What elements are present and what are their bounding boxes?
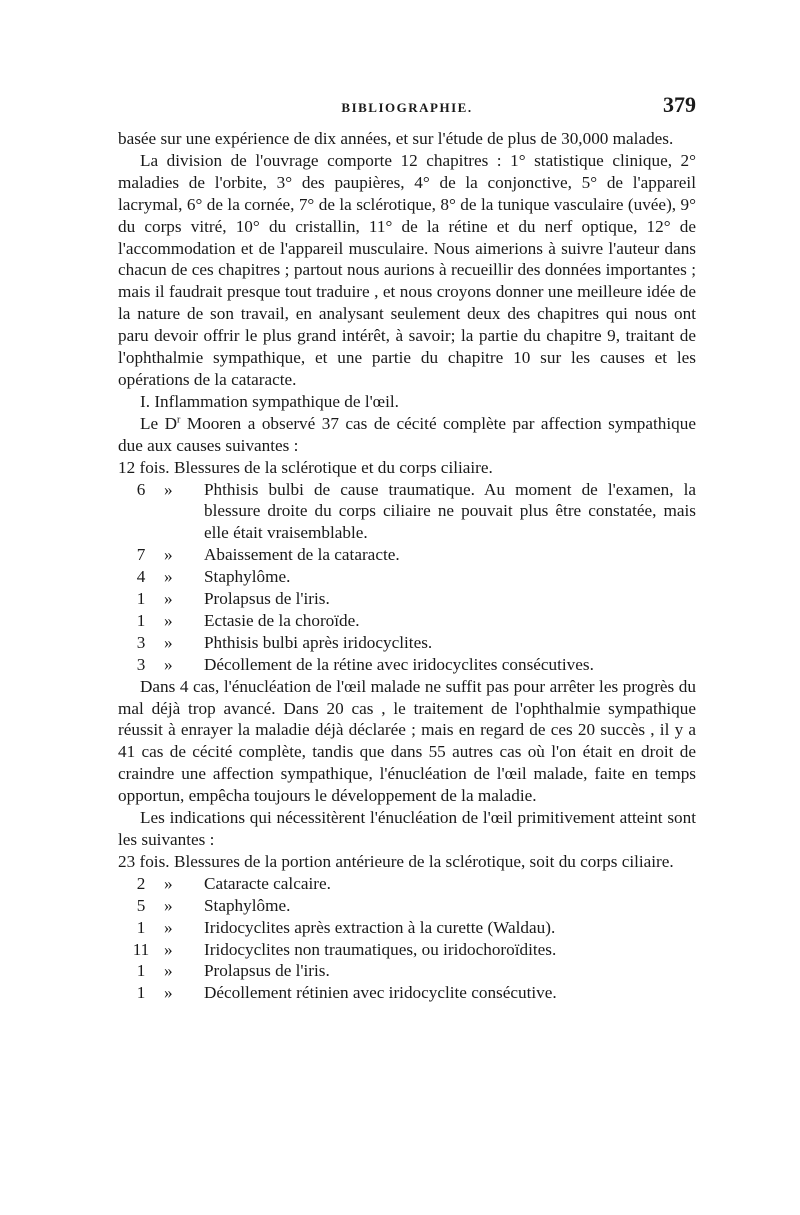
list-item xyxy=(118,544,696,566)
item-count: 6 xyxy=(136,479,146,499)
text-segment: Mooren a observé 37 cas de cécité complète par affection sympathique due aux causes suivantes : xyxy=(118,413,696,455)
item-count: 2 xyxy=(136,873,146,893)
paragraph-division: La division de l'ouvrage comporte 12 chapitres : 1° statistique clinique, 2° maladies de l'orbite, 3° des paupières, 4° de la conjonctive, 5° de l'appareil lacrymal, 6° de la cornée, 7° de la sclérotique, 8° de la tunique vasculaire (uvée), 9° du corps vitré, 10° du cristallin, 11° de la rétine et du nerf optique, 12° de l'accommodation et de l'appareil musculaire. Nous aimerions à suivre l'auteur dans chacun de ces chapitres ; partout nous aurions à recueillir des données importantes ; mais il faudrait presque tout traduire , et nous croyons donner une meilleure idée de la nature de son travail, en analysant seulement deux des chapitres qui nous ont paru devoir offrir le plus grand intérêt, à savoir; la partie du chapitre 9, traitant de l'ophthalmie sympathique, et une partie du chapitre 10 sur les causes et les opérations de la cataracte. xyxy=(118,150,696,389)
item-count: 4 xyxy=(136,567,146,587)
list-item xyxy=(118,873,696,895)
item-count: 5 xyxy=(136,895,146,915)
item-count: 3 xyxy=(136,632,146,652)
item-text: Phthisis bulbi de cause traumatique. Au moment de l'examen, la blessure droite du corps ciliaire ne pouvait plus être constatée, mais elle était vraisemblable. xyxy=(204,479,696,543)
list-item xyxy=(118,960,696,982)
list-item xyxy=(118,851,696,873)
item-count: 1 xyxy=(136,589,146,609)
paragraph-mooren xyxy=(118,413,696,457)
list-item xyxy=(118,895,696,917)
item-count: 1 xyxy=(136,610,146,630)
item-text: Iridocyclites non traumatiques, ou iridochoroïdites. xyxy=(204,939,557,959)
item-text: Décollement rétinien avec iridocyclite consécutive. xyxy=(204,983,557,1003)
ditto-mark: » xyxy=(164,632,173,652)
ditto-mark: » xyxy=(164,479,173,499)
ditto-mark: » xyxy=(164,895,173,915)
list-item xyxy=(118,479,696,545)
list-item xyxy=(118,939,696,961)
list-item xyxy=(118,566,696,588)
ditto-mark: » xyxy=(164,917,173,937)
ditto-mark: » xyxy=(164,983,173,1003)
paragraph-continuation: basée sur une expérience de dix années, et sur l'étude de plus de 30,000 malades. xyxy=(118,129,674,148)
causes-list xyxy=(118,457,696,676)
paragraph-indications: Les indications qui nécessitèrent l'énucléation de l'œil primitivement atteint sont les suivantes : xyxy=(118,808,696,849)
item-text: Blessures de la sclérotique et du corps ciliaire. xyxy=(174,457,493,477)
page-number: 379 xyxy=(663,92,696,117)
page-header xyxy=(118,92,696,122)
item-count: 1 xyxy=(136,983,146,1003)
ditto-mark: » xyxy=(164,589,173,609)
ditto-mark: » xyxy=(164,961,173,981)
item-text: Staphylôme. xyxy=(204,895,291,915)
list-item xyxy=(118,982,696,1004)
superscript: r xyxy=(177,414,181,426)
running-head: BIBLIOGRAPHIE. xyxy=(341,100,473,115)
ditto-mark: » xyxy=(164,610,173,630)
list-item xyxy=(118,588,696,610)
list-item xyxy=(118,917,696,939)
ditto-mark: » xyxy=(164,873,173,893)
list-item xyxy=(118,457,696,479)
list-item xyxy=(118,610,696,632)
item-text: Blessures de la portion antérieure de la sclérotique, soit du corps ciliaire. xyxy=(174,851,674,871)
item-count: 3 xyxy=(136,654,146,674)
item-count: 1 xyxy=(136,917,146,937)
section-heading: I. Inflammation sympathique de l'œil. xyxy=(140,391,399,411)
item-text: Cataracte calcaire. xyxy=(204,873,331,893)
item-count: 23 fois. xyxy=(118,851,170,871)
item-count: 7 xyxy=(136,545,146,565)
item-count: 1 xyxy=(136,961,146,981)
item-text: Ectasie de la choroïde. xyxy=(204,610,360,630)
item-count: 12 fois. xyxy=(118,457,170,477)
item-text: Prolapsus de l'iris. xyxy=(204,961,330,981)
item-text: Abaissement de la cataracte. xyxy=(204,545,400,565)
item-text: Prolapsus de l'iris. xyxy=(204,589,330,609)
list-item xyxy=(118,632,696,654)
ditto-mark: » xyxy=(164,939,173,959)
ditto-mark: » xyxy=(164,545,173,565)
paragraph-results: Dans 4 cas, l'énucléation de l'œil malade ne suffit pas pour arrêter les progrès du mal déjà trop avancé. Dans 20 cas , le traitement de l'ophthalmie sympathique réussit à enrayer la maladie déjà déclarée ; mais en regard de ces 20 succès , il y a 41 cas de cécité complète, tandis que dans 55 autres cas où l'on était en droit de craindre une affection sympathique, l'énucléation de l'œil malade, faite en temps opportun, empêcha toujours le développement de la maladie. xyxy=(118,676,696,806)
ditto-mark: » xyxy=(164,567,173,587)
item-text: Phthisis bulbi après iridocyclites. xyxy=(204,632,433,652)
item-text: Staphylôme. xyxy=(204,567,291,587)
indications-list xyxy=(118,851,696,1004)
list-item xyxy=(118,654,696,676)
item-text: Iridocyclites après extraction à la curette (Waldau). xyxy=(204,917,556,937)
item-text: Décollement de la rétine avec iridocyclites consécutives. xyxy=(204,654,594,674)
item-count: 11 xyxy=(132,939,150,959)
page-body xyxy=(118,128,696,1004)
ditto-mark: » xyxy=(164,654,173,674)
text-segment: Le D xyxy=(140,413,178,433)
